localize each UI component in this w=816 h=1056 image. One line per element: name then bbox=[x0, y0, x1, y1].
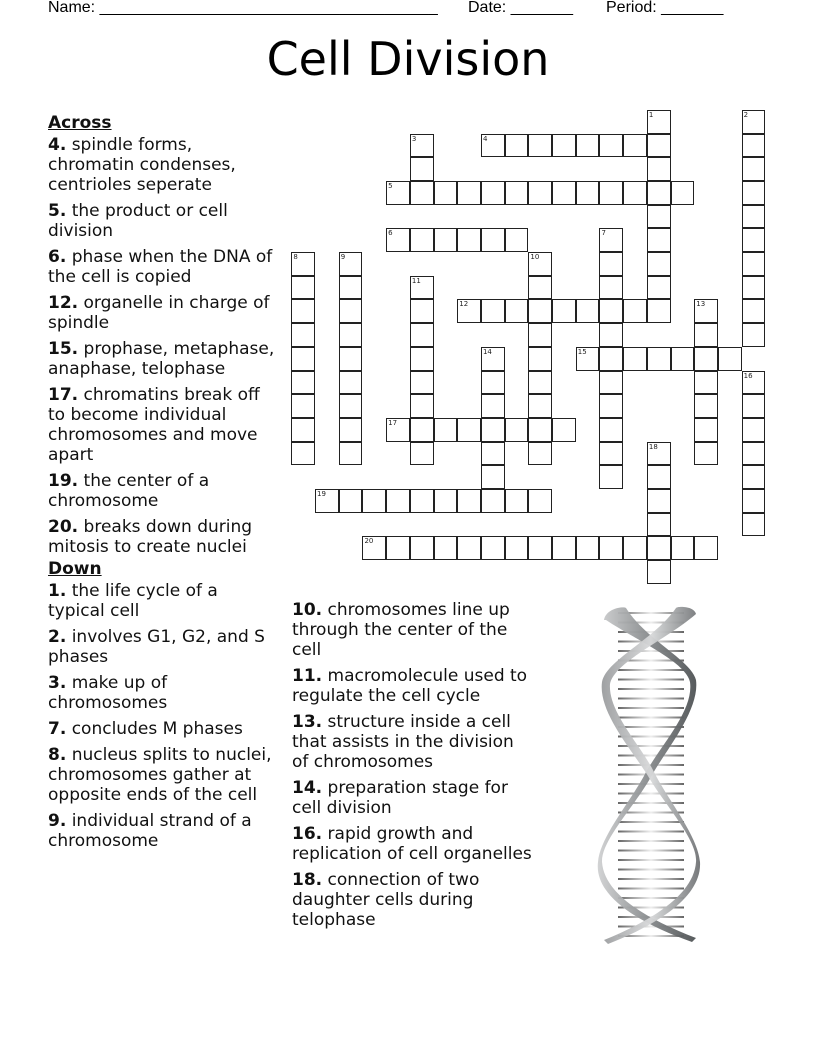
cell-number: 7 bbox=[601, 229, 606, 238]
cell-number: 11 bbox=[411, 276, 421, 285]
crossword-cell[interactable] bbox=[410, 347, 434, 371]
crossword-cell[interactable] bbox=[410, 134, 434, 158]
crossword-cell[interactable] bbox=[599, 347, 623, 371]
clue-text: connection of two daughter cells during telophase bbox=[292, 870, 480, 930]
crossword-cell[interactable] bbox=[528, 371, 552, 395]
crossword-cell[interactable] bbox=[694, 323, 718, 347]
crossword-cell[interactable] bbox=[505, 299, 529, 323]
clues-column-2 bbox=[292, 600, 532, 936]
crossword-cell[interactable] bbox=[528, 252, 552, 276]
crossword-cell[interactable] bbox=[552, 181, 576, 205]
clue-item bbox=[292, 666, 532, 706]
clue-item bbox=[48, 719, 278, 739]
crossword-cell[interactable] bbox=[410, 489, 434, 513]
crossword-cell[interactable] bbox=[339, 489, 363, 513]
crossword-cell[interactable] bbox=[623, 181, 647, 205]
clue-item bbox=[48, 745, 278, 805]
crossword-cell[interactable] bbox=[599, 276, 623, 300]
down-clue-list-continued bbox=[292, 600, 532, 930]
clue-number: 1. bbox=[48, 581, 67, 601]
crossword-cell[interactable] bbox=[481, 465, 505, 489]
crossword-cell[interactable] bbox=[434, 228, 458, 252]
crossword-cell[interactable] bbox=[291, 323, 315, 347]
clue-text: structure inside a cell that assists in the division of chromosomes bbox=[292, 712, 514, 772]
page-title: Cell Division bbox=[266, 32, 550, 86]
crossword-cell[interactable] bbox=[742, 371, 766, 395]
crossword-cell[interactable] bbox=[481, 181, 505, 205]
crossword-cell[interactable] bbox=[386, 418, 410, 442]
crossword-cell[interactable] bbox=[647, 134, 671, 158]
crossword-cell[interactable] bbox=[339, 323, 363, 347]
crossword-cell[interactable] bbox=[576, 299, 600, 323]
crossword-cell[interactable] bbox=[291, 394, 315, 418]
clue-text: phase when the DNA of the cell is copied bbox=[48, 247, 273, 287]
crossword-cell[interactable] bbox=[410, 228, 434, 252]
crossword-cell[interactable] bbox=[410, 181, 434, 205]
crossword-cell[interactable] bbox=[481, 418, 505, 442]
clue-item bbox=[48, 339, 278, 379]
crossword-cell[interactable] bbox=[291, 418, 315, 442]
crossword-cell[interactable] bbox=[647, 442, 671, 466]
crossword-cell[interactable] bbox=[647, 157, 671, 181]
crossword-cell[interactable] bbox=[576, 181, 600, 205]
cell-number: 17 bbox=[388, 418, 398, 427]
clue-text: involves G1, G2, and S phases bbox=[48, 627, 265, 667]
crossword-cell[interactable] bbox=[694, 394, 718, 418]
crossword-cell[interactable] bbox=[694, 347, 718, 371]
clue-text: chromosomes line up through the center of the cell bbox=[292, 600, 510, 660]
crossword-cell[interactable] bbox=[742, 323, 766, 347]
crossword-cell[interactable] bbox=[291, 252, 315, 276]
crossword-cell[interactable] bbox=[410, 276, 434, 300]
clue-item bbox=[292, 712, 532, 772]
across-heading: Across bbox=[48, 113, 112, 133]
crossword-cell[interactable] bbox=[647, 489, 671, 513]
clue-text: nucleus splits to nuclei, chromosomes gather at opposite ends of the cell bbox=[48, 745, 272, 805]
crossword-cell[interactable] bbox=[742, 110, 766, 134]
crossword-cell[interactable] bbox=[694, 371, 718, 395]
crossword-cell[interactable] bbox=[362, 536, 386, 560]
crossword-cell[interactable] bbox=[481, 134, 505, 158]
clue-item bbox=[48, 517, 278, 557]
crossword-cell[interactable] bbox=[339, 347, 363, 371]
crossword-cell[interactable] bbox=[481, 536, 505, 560]
crossword-cell[interactable] bbox=[742, 299, 766, 323]
crossword-cell[interactable] bbox=[457, 181, 481, 205]
crossword-cell[interactable] bbox=[291, 442, 315, 466]
clue-number: 6. bbox=[48, 247, 67, 267]
crossword-cell[interactable] bbox=[718, 347, 742, 371]
clue-item bbox=[48, 673, 278, 713]
crossword-cell[interactable] bbox=[481, 489, 505, 513]
crossword-cell[interactable] bbox=[291, 299, 315, 323]
crossword-cell[interactable] bbox=[742, 442, 766, 466]
clue-text: individual strand of a chromosome bbox=[48, 811, 252, 851]
crossword-cell[interactable] bbox=[481, 228, 505, 252]
clue-number: 11. bbox=[292, 666, 323, 686]
cell-number: 13 bbox=[696, 300, 706, 309]
crossword-cell[interactable] bbox=[552, 536, 576, 560]
crossword-cell[interactable] bbox=[386, 489, 410, 513]
crossword-cell[interactable] bbox=[599, 181, 623, 205]
cell-number: 12 bbox=[459, 300, 469, 309]
crossword-cell[interactable] bbox=[647, 299, 671, 323]
clue-number: 7. bbox=[48, 719, 67, 739]
clues-column-1 bbox=[48, 113, 278, 857]
crossword-cell[interactable] bbox=[528, 489, 552, 513]
crossword-cell[interactable] bbox=[434, 536, 458, 560]
crossword-cell[interactable] bbox=[647, 252, 671, 276]
crossword-cell[interactable] bbox=[291, 276, 315, 300]
clue-text: preparation stage for cell division bbox=[292, 778, 508, 818]
crossword-cell[interactable] bbox=[742, 394, 766, 418]
clue-item bbox=[48, 247, 278, 287]
crossword-cell[interactable] bbox=[671, 347, 695, 371]
crossword-cell[interactable] bbox=[410, 394, 434, 418]
crossword-cell[interactable] bbox=[457, 299, 481, 323]
crossword-cell[interactable] bbox=[434, 418, 458, 442]
crossword-cell[interactable] bbox=[339, 442, 363, 466]
clue-number: 14. bbox=[292, 778, 323, 798]
crossword-cell[interactable] bbox=[647, 110, 671, 134]
clue-number: 4. bbox=[48, 135, 67, 155]
crossword-cell[interactable] bbox=[386, 181, 410, 205]
crossword-cell[interactable] bbox=[339, 394, 363, 418]
crossword-cell[interactable] bbox=[599, 323, 623, 347]
crossword-grid bbox=[292, 111, 772, 611]
crossword-cell[interactable] bbox=[362, 489, 386, 513]
clue-number: 16. bbox=[292, 824, 323, 844]
crossword-cell[interactable] bbox=[339, 276, 363, 300]
crossword-cell[interactable] bbox=[505, 134, 529, 158]
crossword-cell[interactable] bbox=[694, 442, 718, 466]
clue-text: breaks down during mitosis to create nuclei bbox=[48, 517, 253, 557]
clue-number: 15. bbox=[48, 339, 79, 359]
crossword-cell[interactable] bbox=[528, 418, 552, 442]
cell-number: 9 bbox=[340, 253, 346, 262]
clue-text: rapid growth and replication of cell organelles bbox=[292, 824, 532, 864]
crossword-cell[interactable] bbox=[694, 418, 718, 442]
crossword-cell[interactable] bbox=[410, 323, 434, 347]
cell-number: 8 bbox=[293, 253, 298, 262]
crossword-cell[interactable] bbox=[599, 371, 623, 395]
clue-item bbox=[292, 824, 532, 864]
crossword-cell[interactable] bbox=[647, 465, 671, 489]
crossword-cell[interactable] bbox=[599, 252, 623, 276]
crossword-cell[interactable] bbox=[647, 536, 671, 560]
crossword-cell[interactable] bbox=[647, 181, 671, 205]
student-info-header bbox=[48, 0, 748, 20]
clue-text: concludes M phases bbox=[71, 719, 243, 739]
clue-item bbox=[48, 811, 278, 851]
cell-number: 4 bbox=[482, 134, 488, 143]
crossword-cell[interactable] bbox=[742, 513, 766, 537]
crossword-cell[interactable] bbox=[647, 205, 671, 229]
clue-item bbox=[48, 385, 278, 465]
crossword-cell[interactable] bbox=[623, 299, 647, 323]
cell-number: 15 bbox=[577, 347, 587, 356]
crossword-cell[interactable] bbox=[623, 536, 647, 560]
cell-number: 16 bbox=[743, 371, 753, 380]
clue-text: organelle in charge of spindle bbox=[48, 293, 270, 333]
crossword-cell[interactable] bbox=[576, 347, 600, 371]
crossword-cell[interactable] bbox=[742, 489, 766, 513]
clue-number: 17. bbox=[48, 385, 79, 405]
crossword-cell[interactable] bbox=[623, 347, 647, 371]
crossword-cell[interactable] bbox=[647, 513, 671, 537]
clue-number: 13. bbox=[292, 712, 323, 732]
clue-number: 9. bbox=[48, 811, 67, 831]
crossword-cell[interactable] bbox=[647, 228, 671, 252]
cell-number: 18 bbox=[648, 442, 658, 451]
crossword-cell[interactable] bbox=[505, 536, 529, 560]
crossword-cell[interactable] bbox=[410, 299, 434, 323]
crossword-cell[interactable] bbox=[410, 157, 434, 181]
clue-number: 12. bbox=[48, 293, 79, 313]
clue-text: make up of chromosomes bbox=[48, 673, 168, 713]
crossword-cell[interactable] bbox=[434, 489, 458, 513]
clue-number: 19. bbox=[48, 471, 79, 491]
crossword-cell[interactable] bbox=[742, 418, 766, 442]
crossword-cell[interactable] bbox=[481, 347, 505, 371]
clue-item bbox=[48, 627, 278, 667]
crossword-cell[interactable] bbox=[339, 418, 363, 442]
crossword-cell[interactable] bbox=[552, 418, 576, 442]
clue-number: 5. bbox=[48, 201, 67, 221]
cell-number: 19 bbox=[317, 490, 326, 499]
name-field[interactable]: Name: ______________________________________ bbox=[48, 0, 438, 16]
crossword-cell[interactable] bbox=[552, 134, 576, 158]
crossword-cell[interactable] bbox=[505, 228, 529, 252]
crossword-cell[interactable] bbox=[386, 536, 410, 560]
crossword-cell[interactable] bbox=[647, 347, 671, 371]
crossword-cell[interactable] bbox=[599, 228, 623, 252]
crossword-cell[interactable] bbox=[742, 181, 766, 205]
crossword-cell[interactable] bbox=[694, 299, 718, 323]
crossword-cell[interactable] bbox=[481, 299, 505, 323]
clue-item bbox=[48, 471, 278, 511]
down-heading: Down bbox=[48, 559, 102, 579]
cell-number: 2 bbox=[743, 110, 749, 119]
crossword-cell[interactable] bbox=[528, 323, 552, 347]
crossword-cell[interactable] bbox=[742, 228, 766, 252]
down-clue-list bbox=[48, 581, 278, 851]
cell-number: 1 bbox=[648, 110, 654, 119]
crossword-cell[interactable] bbox=[671, 181, 695, 205]
crossword-cell[interactable] bbox=[457, 418, 481, 442]
crossword-cell[interactable] bbox=[599, 134, 623, 158]
clue-item bbox=[292, 870, 532, 930]
crossword-cell[interactable] bbox=[576, 536, 600, 560]
dna-icon bbox=[596, 600, 704, 946]
crossword-cell[interactable] bbox=[386, 228, 410, 252]
crossword-cell[interactable] bbox=[671, 536, 695, 560]
crossword-cell[interactable] bbox=[552, 299, 576, 323]
clue-text: the center of a chromosome bbox=[48, 471, 210, 511]
clue-text: prophase, metaphase, anaphase, telophase bbox=[48, 339, 275, 379]
crossword-cell[interactable] bbox=[742, 252, 766, 276]
clue-item bbox=[48, 135, 278, 195]
crossword-cell[interactable] bbox=[599, 536, 623, 560]
crossword-cell[interactable] bbox=[742, 276, 766, 300]
clue-text: spindle forms, chromatin condenses, centrioles seperate bbox=[48, 135, 236, 195]
crossword-cell[interactable] bbox=[742, 465, 766, 489]
clue-text: macromolecule used to regulate the cell cycle bbox=[292, 666, 528, 706]
crossword-cell[interactable] bbox=[481, 394, 505, 418]
crossword-cell[interactable] bbox=[291, 347, 315, 371]
crossword-cell[interactable] bbox=[599, 418, 623, 442]
crossword-cell[interactable] bbox=[505, 181, 529, 205]
clue-text: the product or cell division bbox=[48, 201, 228, 241]
crossword-cell[interactable] bbox=[528, 134, 552, 158]
clue-number: 18. bbox=[292, 870, 323, 890]
crossword-cell[interactable] bbox=[505, 418, 529, 442]
cell-number: 20 bbox=[364, 537, 374, 546]
crossword-cell[interactable] bbox=[410, 418, 434, 442]
clue-number: 3. bbox=[48, 673, 67, 693]
crossword-cell[interactable] bbox=[457, 489, 481, 513]
clue-text: the life cycle of a typical cell bbox=[48, 581, 218, 621]
crossword-cell[interactable] bbox=[339, 252, 363, 276]
clue-number: 8. bbox=[48, 745, 67, 765]
cell-number: 6 bbox=[388, 229, 393, 238]
cell-number: 14 bbox=[482, 347, 492, 356]
crossword-cell[interactable] bbox=[291, 371, 315, 395]
clue-number: 2. bbox=[48, 627, 67, 647]
crossword-cell[interactable] bbox=[528, 347, 552, 371]
crossword-cell[interactable] bbox=[410, 536, 434, 560]
crossword-cell[interactable] bbox=[528, 299, 552, 323]
crossword-cell[interactable] bbox=[339, 371, 363, 395]
clue-number: 10. bbox=[292, 600, 323, 620]
clue-text: chromatins break off to become individual chromosomes and move apart bbox=[48, 385, 260, 465]
crossword-cell[interactable] bbox=[576, 134, 600, 158]
cell-number: 10 bbox=[530, 253, 540, 262]
crossword-cell[interactable] bbox=[528, 536, 552, 560]
clue-item bbox=[48, 581, 278, 621]
across-clue-list bbox=[48, 135, 278, 557]
crossword-cell[interactable] bbox=[647, 276, 671, 300]
crossword-cell[interactable] bbox=[528, 442, 552, 466]
cell-number: 3 bbox=[411, 134, 417, 143]
crossword-cell[interactable] bbox=[481, 371, 505, 395]
clue-item bbox=[292, 778, 532, 818]
crossword-cell[interactable] bbox=[434, 181, 458, 205]
crossword-cell[interactable] bbox=[457, 536, 481, 560]
crossword-cell[interactable] bbox=[599, 299, 623, 323]
crossword-cell[interactable] bbox=[742, 205, 766, 229]
dna-helix-image bbox=[596, 600, 704, 946]
clue-item bbox=[48, 293, 278, 333]
date-field[interactable]: Date: _______ bbox=[468, 0, 573, 16]
crossword-cell[interactable] bbox=[528, 181, 552, 205]
crossword-cell[interactable] bbox=[339, 299, 363, 323]
clue-number: 20. bbox=[48, 517, 79, 537]
crossword-cell[interactable] bbox=[315, 489, 339, 513]
period-field[interactable]: Period: _______ bbox=[606, 0, 724, 16]
crossword-cell[interactable] bbox=[599, 442, 623, 466]
crossword-cell[interactable] bbox=[742, 157, 766, 181]
crossword-cell[interactable] bbox=[599, 465, 623, 489]
crossword-cell[interactable] bbox=[528, 394, 552, 418]
crossword-cell[interactable] bbox=[647, 560, 671, 584]
crossword-cell[interactable] bbox=[410, 371, 434, 395]
clue-item bbox=[48, 201, 278, 241]
crossword-cell[interactable] bbox=[599, 394, 623, 418]
crossword-cell[interactable] bbox=[481, 442, 505, 466]
crossword-cell[interactable] bbox=[528, 276, 552, 300]
crossword-cell[interactable] bbox=[623, 134, 647, 158]
crossword-cell[interactable] bbox=[457, 228, 481, 252]
crossword-cell[interactable] bbox=[505, 489, 529, 513]
crossword-cell[interactable] bbox=[694, 536, 718, 560]
crossword-cell[interactable] bbox=[742, 134, 766, 158]
cell-number: 5 bbox=[388, 181, 393, 190]
crossword-cell[interactable] bbox=[410, 442, 434, 466]
